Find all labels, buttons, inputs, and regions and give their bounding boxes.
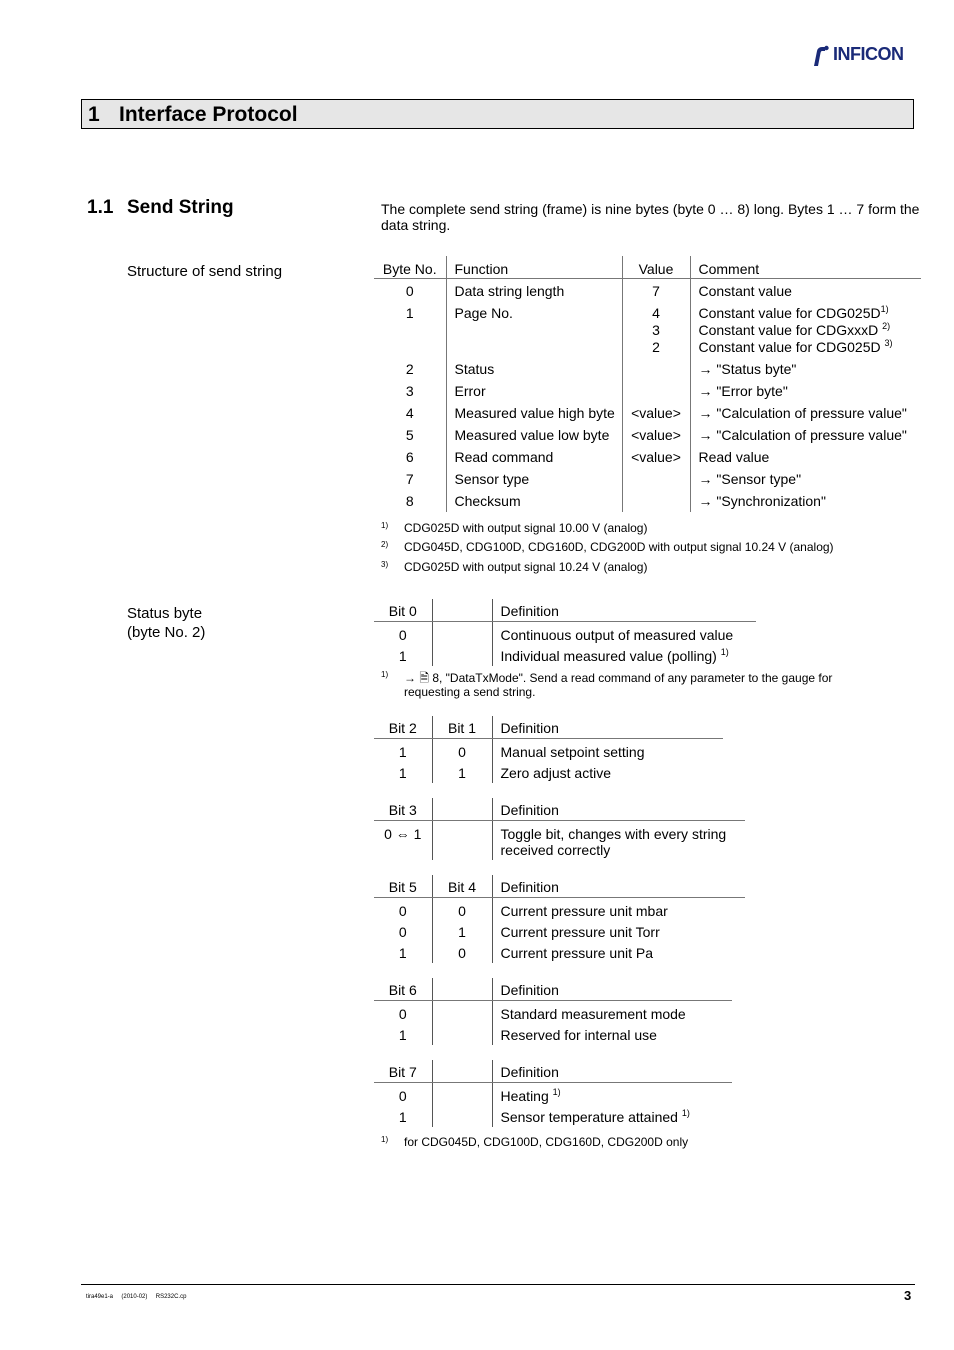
footnote-text: for CDG045D, CDG100D, CDG160D, CDG200D only xyxy=(404,1135,689,1149)
footnote-ref: 1) xyxy=(720,646,729,657)
bit7-table: Bit 7 Definition 0 Heating $^{1)}$ 1 Sensor temperature attained $^{1)}$ xyxy=(374,1060,732,1127)
section-number: 1.1 xyxy=(87,197,114,218)
function-cell: Read command xyxy=(446,446,622,468)
comment-cell: → "Sensor type" xyxy=(690,468,921,490)
footnote xyxy=(381,1135,921,1151)
table-header-row xyxy=(374,256,921,278)
function-cell: Checksum xyxy=(446,490,622,512)
header-bit: Bit 0 xyxy=(374,599,432,621)
header-bit-b xyxy=(432,599,492,621)
byte-cell: 8 xyxy=(405,492,414,509)
comment-cell: Constant value for CDGxxxD $^{2)}$ xyxy=(690,322,921,339)
send-string-table xyxy=(374,256,921,512)
table-row: 1 Sensor temperature attained $^{1)}$ xyxy=(374,1106,732,1127)
section-intro: The complete send string (frame) is nine bytes (byte 0 … 8) long. Bytes 1 … 7 form the data string. xyxy=(381,201,920,233)
send-string-label: Structure of send string xyxy=(127,263,283,280)
footnote-mark: 1) xyxy=(381,521,389,530)
function-cell: Measured value high byte xyxy=(446,402,622,424)
value-cell: <value> xyxy=(622,402,690,424)
byte-cell: 0 xyxy=(405,282,414,299)
value-cell: 3 xyxy=(622,322,690,339)
footnote-text: → 🗎 8, "DataTxMode". Send a read command of any parameter to the gauge for xyxy=(404,671,833,685)
table-row: 0 0 Current pressure unit mbar xyxy=(374,897,745,921)
footnote-ref: 1) xyxy=(880,303,889,314)
comment-cell: → "Error byte" xyxy=(690,380,921,402)
byte-cell xyxy=(374,322,446,339)
value-cell: 2 xyxy=(622,339,690,358)
footnote-ref: 2) xyxy=(882,320,891,331)
function-cell: Measured value low byte xyxy=(446,424,622,446)
comment-cell: Constant value xyxy=(690,278,921,302)
footnote-text: requesting a send string. xyxy=(404,685,536,699)
byte-cell: 2 xyxy=(405,360,414,377)
comment-cell: → "Calculation of pressure value" xyxy=(690,424,921,446)
header-value: Value xyxy=(622,256,690,278)
function-cell: Data string length xyxy=(446,278,622,302)
footnote-ref: 1) xyxy=(681,1107,690,1118)
section-title: Send String xyxy=(127,197,234,218)
value-cell: <value> xyxy=(622,424,690,446)
comment-cell: → "Calculation of pressure value" xyxy=(690,402,921,424)
table-row: 0 1 Current pressure unit Torr xyxy=(374,921,745,942)
chapter-heading xyxy=(81,99,914,129)
value-cell: <value> xyxy=(622,446,690,468)
footnote-text: CDG025D with output signal 10.00 V (analog) xyxy=(404,521,648,535)
comment-cell: Read value xyxy=(690,446,921,468)
footer-doc-info: tira49e1-a (2010-02) RS232C.cp xyxy=(86,1294,187,1300)
chapter-number: 1 xyxy=(88,103,100,126)
function-cell: Page No. xyxy=(446,302,622,322)
byte-cell: 5 xyxy=(405,426,414,443)
comment-cell: Constant value for $CDG025D^{1)}$ xyxy=(690,302,921,322)
byte-cell: 4 xyxy=(405,404,414,421)
footnote xyxy=(381,521,921,536)
bit2-bit1-table: Bit 2 Bit 1 Definition 1 0 Manual setpoint setting 1 1 Zero adjust active xyxy=(374,716,723,783)
bit3-table: Bit 3 Definition 0 ⇔ 1 Toggle bit, changes with every string received correctly xyxy=(374,798,745,860)
bit0-table xyxy=(374,599,756,666)
table-row: 1 Individual measured value (polling) $^{1)}$ xyxy=(374,645,756,666)
table-row: 1 0 Manual setpoint setting xyxy=(374,738,723,762)
footnote-mark: 2) xyxy=(381,540,389,549)
footnote-text: CDG045D, CDG100D, CDG160D, CDG200D with output signal 10.24 V (analog) xyxy=(404,540,834,554)
table-row xyxy=(374,339,921,358)
byte-cell: 6 xyxy=(405,448,414,465)
header-definition: Definition xyxy=(492,599,756,621)
value-cell xyxy=(622,490,690,512)
value-cell xyxy=(622,468,690,490)
table-row: 1 Reserved for internal use xyxy=(374,1024,732,1045)
bit5-bit4-table: Bit 5 Bit 4 Definition 0 0 Current pressure unit mbar 0 1 Current pressure unit Torr 1 0 Current pressure unit Pa xyxy=(374,875,745,963)
footnote-mark: 1) xyxy=(381,670,389,679)
footnote xyxy=(381,540,921,555)
footer-divider xyxy=(81,1284,915,1285)
table-row: 0 Standard measurement mode xyxy=(374,1000,732,1024)
table-row: 0 ⇔ 1 Toggle bit, changes with every string received correctly xyxy=(374,820,745,860)
chapter-title: Interface Protocol xyxy=(119,103,298,126)
table-row xyxy=(374,302,921,322)
footnote xyxy=(381,560,921,575)
table-row: 1 0 Current pressure unit Pa xyxy=(374,942,745,963)
table-row xyxy=(374,468,921,490)
table-row: 0 Continuous output of measured value xyxy=(374,621,756,645)
inficon-logo-icon xyxy=(811,45,831,67)
comment-cell: → "Status byte" xyxy=(690,358,921,380)
status-byte-label: Status byte (byte No. 2) xyxy=(127,605,206,641)
table-row: 0 Heating $^{1)}$ xyxy=(374,1082,732,1106)
value-cell: 7 xyxy=(622,278,690,302)
table-row xyxy=(374,322,921,339)
function-cell: Error xyxy=(446,380,622,402)
comment-cell: → "Synchronization" xyxy=(690,490,921,512)
byte-cell: 7 xyxy=(405,470,414,487)
table-row xyxy=(374,490,921,512)
footnote-text: CDG025D with output signal 10.24 V (analog) xyxy=(404,560,648,574)
footnote-mark: 3) xyxy=(381,560,389,569)
value-cell xyxy=(622,380,690,402)
footnote-ref: 3) xyxy=(884,337,893,348)
footnote-ref: 1) xyxy=(552,1086,561,1097)
function-cell: Status xyxy=(446,358,622,380)
table-row xyxy=(374,446,921,468)
header-byte-no: Byte No. xyxy=(374,256,446,278)
table-row xyxy=(374,358,921,380)
byte-cell xyxy=(374,339,446,358)
byte-cell: 3 xyxy=(405,382,414,399)
value-cell: 4 xyxy=(622,302,690,322)
footnote-mark: 1) xyxy=(381,1135,389,1144)
table-row xyxy=(374,402,921,424)
function-cell xyxy=(446,339,622,358)
table-row: 1 1 Zero adjust active xyxy=(374,762,723,783)
footnote xyxy=(381,670,921,700)
page-number: 3 xyxy=(904,1288,912,1303)
table-row xyxy=(374,380,921,402)
bit6-table: Bit 6 Definition 0 Standard measurement mode 1 Reserved for internal use xyxy=(374,978,732,1045)
value-cell xyxy=(622,358,690,380)
table-row xyxy=(374,278,921,302)
inficon-logo xyxy=(811,44,917,68)
logo-text: INFICON xyxy=(833,44,904,64)
function-cell: Sensor type xyxy=(446,468,622,490)
function-cell xyxy=(446,322,622,339)
header-comment: Comment xyxy=(690,256,921,278)
table-row xyxy=(374,424,921,446)
byte-cell: 1 xyxy=(405,304,414,321)
header-function: Function xyxy=(446,256,622,278)
comment-cell: Constant value for CDG025D $^{3)}$ xyxy=(690,339,921,358)
